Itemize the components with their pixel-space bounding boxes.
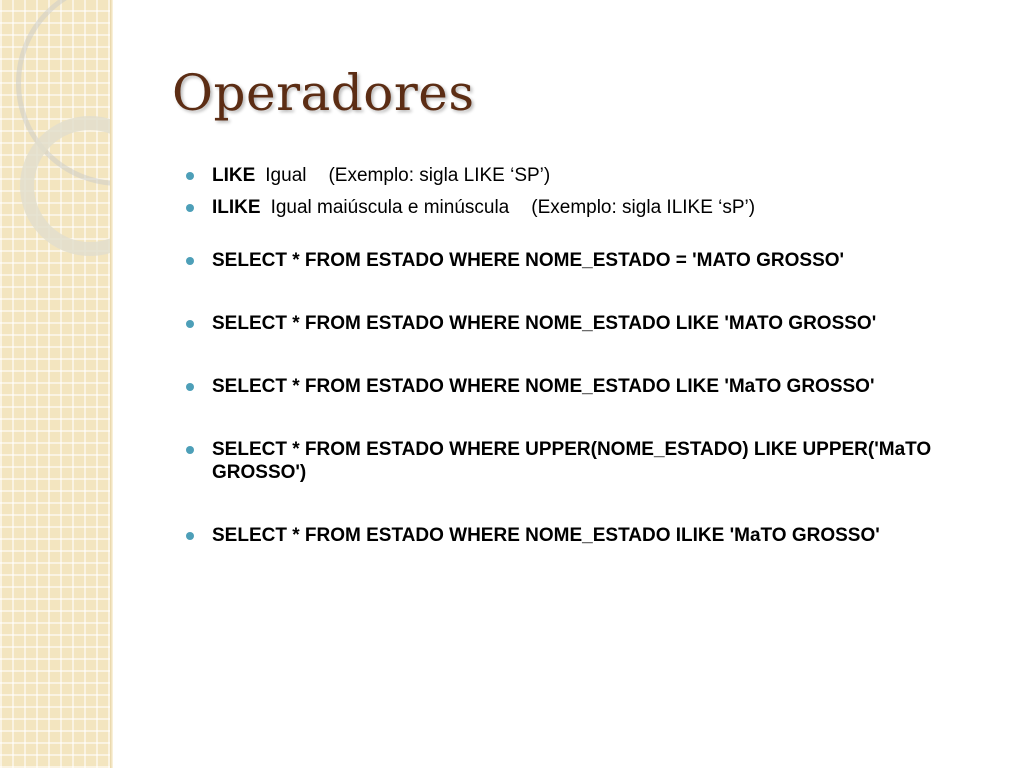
bullet-dot-icon: [186, 532, 194, 540]
query-item: [186, 249, 996, 272]
query-item: [186, 524, 996, 547]
operator-example: (Exemplo: sigla ILIKE ‘sP’): [531, 197, 756, 218]
query-text: SELECT * FROM ESTADO WHERE NOME_ESTADO = 'MATO GROSSO': [212, 250, 845, 271]
bullet-dot-icon: [186, 320, 194, 328]
bullet-dot-icon: [186, 446, 194, 454]
query-text: SELECT * FROM ESTADO WHERE NOME_ESTADO LIKE 'MATO GROSSO': [212, 313, 877, 334]
operator-description: Igual: [265, 165, 307, 186]
operator-description: Igual maiúscula e minúscula: [270, 197, 510, 218]
operator-example: (Exemplo: sigla LIKE ‘SP’): [328, 165, 551, 186]
operator-keyword: LIKE: [212, 165, 256, 186]
operator-keyword: ILIKE: [212, 197, 261, 218]
query-text: SELECT * FROM ESTADO WHERE NOME_ESTADO LIKE 'MaTO GROSSO': [212, 376, 875, 397]
query-text: SELECT * FROM ESTADO WHERE NOME_ESTADO ILIKE 'MaTO GROSSO': [212, 525, 880, 546]
query-text: SELECT * FROM ESTADO WHERE UPPER(NOME_ESTADO) LIKE UPPER('MaTO GROSSO'): [212, 439, 932, 483]
decorative-sidebar: [0, 0, 113, 768]
bullet-list: [186, 164, 996, 587]
query-item: [186, 375, 996, 398]
bullet-ilike-definition: [186, 196, 996, 219]
query-item: [186, 312, 996, 335]
bullet-dot-icon: [186, 172, 194, 180]
query-item: [186, 438, 996, 484]
bullet-dot-icon: [186, 383, 194, 391]
bullet-like-definition: [186, 164, 996, 187]
slide-title: Operadores: [172, 64, 475, 122]
bullet-dot-icon: [186, 257, 194, 265]
bullet-dot-icon: [186, 204, 194, 212]
